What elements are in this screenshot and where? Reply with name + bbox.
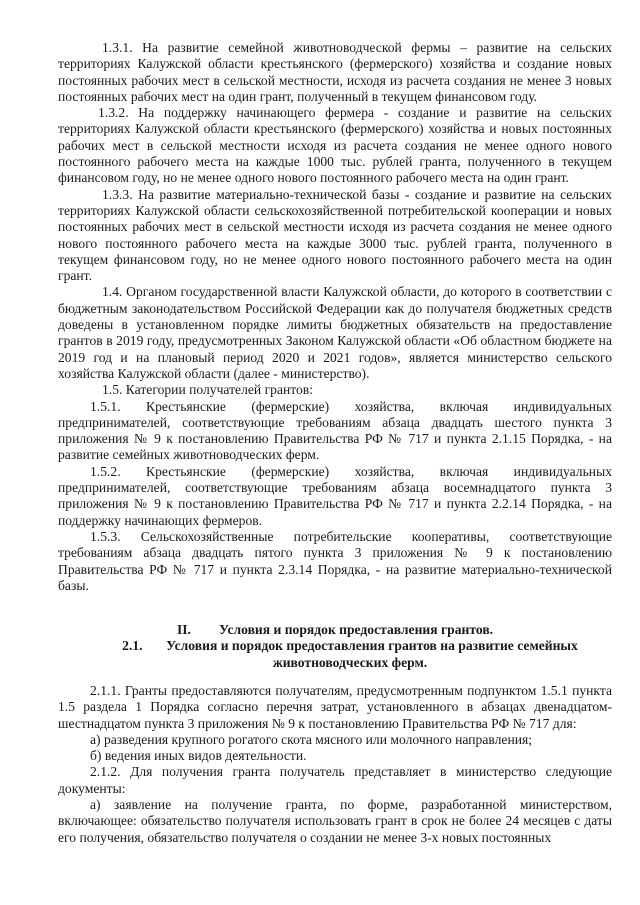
- paragraph-1-4: 1.4. Органом государственной власти Калужской области, до которого в соответствии с бюджетным законодательством Российской Федерации как до получателя бюджетных средств доведены в установленном порядке лимиты бюджетных обязательств на предоставление грантов в 2019 году, предусмотренных Законом Калужской области «Об областном бюджете на 2019 год и на плановый период 2020 и 2021 годов», является министерство сельского хозяйства Калужской области (далее - министерство).: [58, 284, 612, 381]
- paragraph-1-3-1: 1.3.1. На развитие семейной животноводческой фермы – развитие на сельских территориях Калужской области крестьянского (фермерского) хозяйства и создание новых постоянных рабочих мест в сельской местности, исходя из расчета создания не менее 3 новых постоянных рабочих мест на один грант, полученный в текущем финансовом году.: [58, 40, 612, 104]
- subsection-number: 2.1.: [122, 638, 143, 654]
- paragraph-2-1-2-a: а) заявление на получение гранта, по форме, разработанной министерством, включающее: обязательство получателя использовать грант в срок не более 24 месяцев с даты его получения, обязательство получателя о создании не менее 3-х новых постоянных: [58, 797, 612, 845]
- paragraph-2-1-1: 2.1.1. Гранты предоставляются получателям, предусмотренным подпунктом 1.5.1 пункта 1.5 раздела 1 Порядка согласно перечня затрат, установленного в абзацах двенадцатом-шестнадцатом пункта 3 приложения № 9 к постановлению Правительства РФ № 717 для:: [58, 682, 612, 731]
- section-heading: [58, 622, 612, 638]
- paragraph-1-5-1: 1.5.1. Крестьянские (фермерские) хозяйства, включая индивидуальных предпринимателей, соответствующие требованиям абзаца двадцать шестого пункта 3 приложения № 9 к постановлению Правительства РФ № 717 и пункта 2.1.15 Порядка, - на развитие семейных животноводческих ферм.: [58, 398, 612, 463]
- paragraph-2-1-2: 2.1.2. Для получения гранта получатель представляет в министерство следующие документы:: [58, 764, 612, 796]
- paragraph-1-5-2: 1.5.2. Крестьянские (фермерские) хозяйства, включая индивидуальных предпринимателей, соответствующие требованиям абзаца восемнадцатого пункта 3 приложения № 9 к постановлению Правительства РФ № 717 и пункта 2.2.14 Порядка, - на поддержку начинающих фермеров.: [58, 463, 612, 528]
- section-title: Условия и порядок предоставления грантов.: [218, 622, 494, 638]
- section-number: II.: [176, 622, 191, 638]
- subsection-title: Условия и порядок предоставления грантов на развитие семейных животноводческих ферм.: [166, 638, 578, 670]
- list-item-a: а) разведения крупного рогатого скота мясного или молочного направления;: [90, 731, 533, 747]
- subsection-heading: [58, 638, 612, 671]
- paragraph-1-3-2: 1.3.2. На поддержку начинающего фермера - создание и развитие на сельских территориях Калужской области крестьянского (фермерского) хозяйства и новых постоянных рабочих мест в сельской местности исходя из расчета создания не менее одного нового постоянного рабочего места на каждые 1000 тыс. рублей гранта, полученного в текущем финансовом году, но не менее одного нового постоянного рабочего места на один грант.: [58, 105, 612, 186]
- paragraph-1-5: 1.5. Категории получателей грантов:: [102, 382, 314, 398]
- paragraph-1-3-3: 1.3.3. На развитие материально-технической базы - создание и развитие на сельских территориях Калужской области сельскохозяйственной потребительской кооперации и новых постоянных рабочих мест в сельской местности исходя из расчета создания не менее одного нового постоянного рабочего места на каждые 3000 тыс. рублей гранта, полученного в текущем финансовом году, но не менее одного нового постоянного рабочего места на один грант.: [58, 186, 612, 284]
- list-item-b: б) ведения иных видов деятельности.: [90, 748, 307, 764]
- paragraph-1-5-3: 1.5.3. Сельскохозяйственные потребительские кооперативы, соответствующие требованиям абзаца двадцать пятого пункта 3 приложения № 9 к постановлению Правительства РФ № 717 и пункта 2.3.14 Порядка, - на развитие материально-технической базы.: [58, 528, 612, 593]
